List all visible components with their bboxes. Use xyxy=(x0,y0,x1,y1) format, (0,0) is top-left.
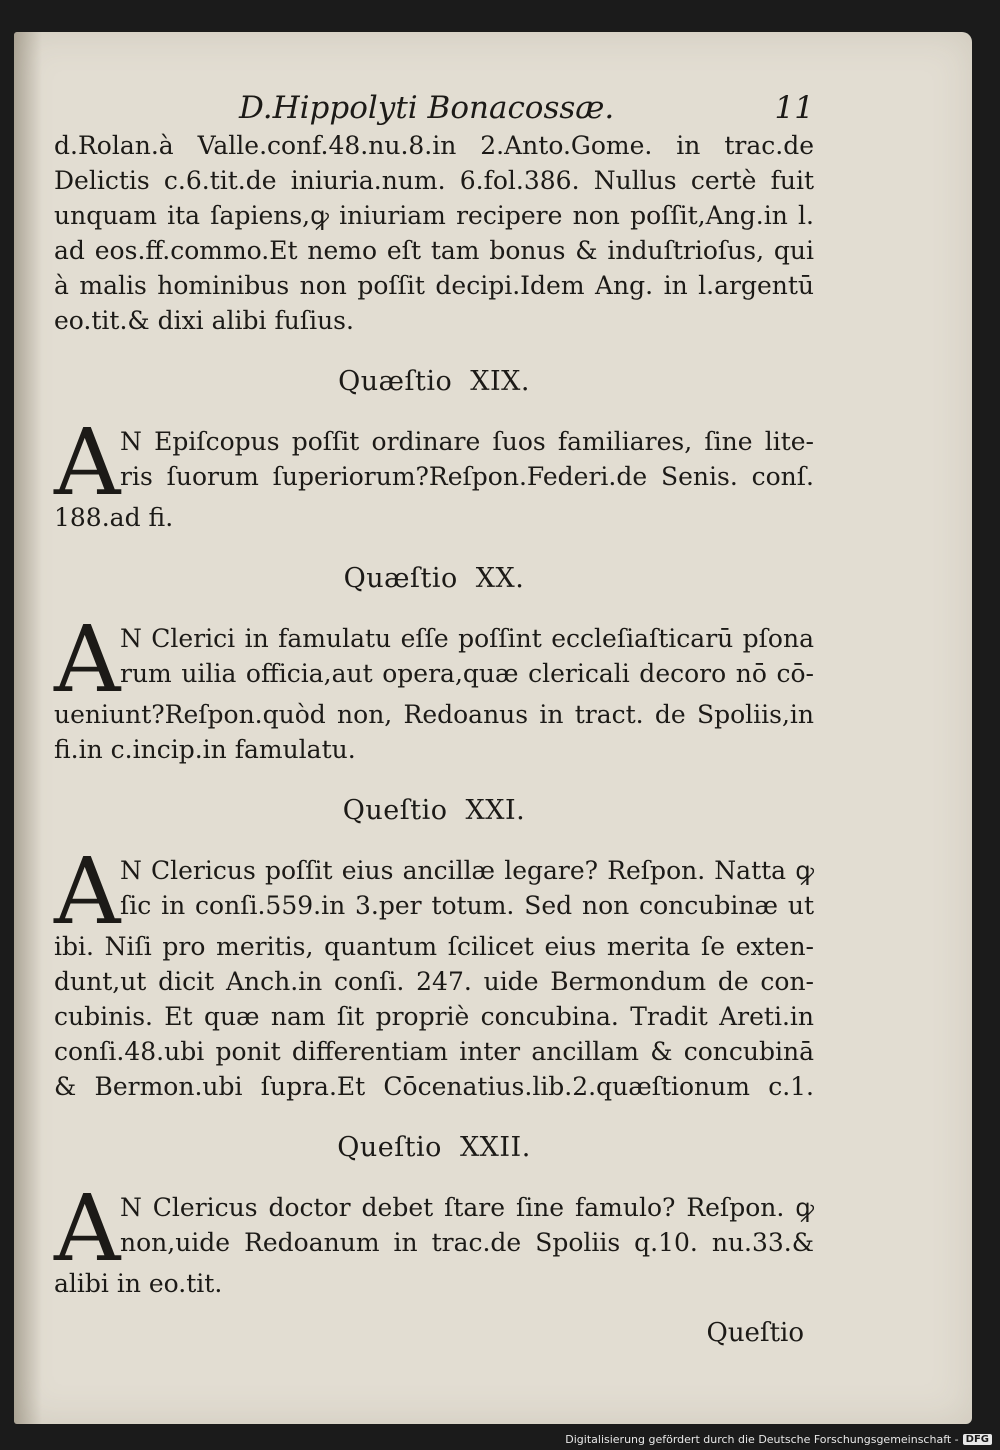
text-line: eo.tit.& dixi alibi fuſius. xyxy=(54,306,354,335)
text-line: N Epiſcopus poſſit ordinare ſuos familiares, ſine lite- xyxy=(120,427,814,456)
text-line: d.Rolan.à Valle.conf.48.nu.8.in 2.Anto.Gome. in trac.de xyxy=(54,131,814,160)
funding-credit: Digitalisierung gefördert durch die Deutsche Forschungsgemeinschaft - xyxy=(565,1433,959,1446)
text-line: N Clericus poſſit eius ancillæ legare? Reſpon. Natta ꝙ xyxy=(120,856,814,885)
question-heading xyxy=(54,561,814,597)
question-heading xyxy=(54,793,814,829)
digitization-footer xyxy=(565,1433,992,1446)
question-numeral: XIX. xyxy=(470,366,530,397)
question-label: Queſtio xyxy=(342,795,448,826)
page-number: 11 xyxy=(774,90,814,126)
text-line: N Clerici in famulatu eſſe poſſint eccleſiaſticarū pſona xyxy=(120,624,814,653)
dfg-logo: DFG xyxy=(963,1434,992,1445)
question-numeral: XX. xyxy=(475,563,525,594)
question-heading xyxy=(54,1130,814,1166)
question-paragraph xyxy=(54,1175,814,1282)
text-line: ſic in conſi.559.in 3.per totum. Sed non concubinæ ut xyxy=(120,891,814,920)
text-line: Delictis c.6.tit.de iniuria.num. 6.fol.386. Nullus certè fuit xyxy=(54,166,814,195)
text-line: fi.in c.incip.in famulatu. xyxy=(54,735,356,764)
text-line: ibi. Niſi pro meritis, quantum ſcilicet eius merita ſe exten- xyxy=(54,932,814,961)
drop-cap-initial: A xyxy=(54,409,119,516)
intro-paragraph xyxy=(54,128,814,338)
catchword: Queſtio xyxy=(706,1318,804,1348)
question-paragraph xyxy=(54,409,814,516)
question-label: Quæſtio xyxy=(343,563,458,594)
text-line: à malis hominibus non poſſit decipi.Idem Ang. in l.argentū xyxy=(54,271,814,300)
paragraph-body xyxy=(120,853,814,923)
text-line: 188.ad fi. xyxy=(54,503,174,532)
page-gutter-shadow xyxy=(14,32,42,1424)
drop-cap-initial: A xyxy=(54,838,119,945)
text-line: non,uide Redoanum in trac.de Spoliis q.10. nu.33.& xyxy=(120,1228,814,1257)
text-line: N Clericus doctor debet ſtare ſine famulo? Reſpon. ꝙ xyxy=(120,1193,814,1222)
paragraph-body xyxy=(120,621,814,691)
paragraph-body xyxy=(120,1190,814,1260)
text-line: dunt,ut dicit Anch.in conſi. 247. uide Bermondum de con- xyxy=(54,967,814,996)
text-line: conſi.48.ubi ponit differentiam inter ancillam & concubinā xyxy=(54,1037,814,1066)
text-line: alibi in eo.tit. xyxy=(54,1269,223,1298)
text-block xyxy=(54,82,814,1351)
question-numeral: XXI. xyxy=(465,795,526,826)
question-heading xyxy=(54,364,814,400)
text-line: & Bermon.ubi ſupra.Et Cōcenatius.lib.2.quæſtionum c.1. xyxy=(54,1072,814,1101)
question-label: Quæſtio xyxy=(338,366,453,397)
text-line: unquam ita ſapiens,ꝙ iniuriam recipere non poſſit,Ang.in l. xyxy=(54,201,814,230)
question-paragraph xyxy=(54,606,814,713)
running-head xyxy=(54,82,814,128)
text-line: ris ſuorum ſuperiorum?Reſpon.Federi.de Senis. conſ. xyxy=(120,462,814,491)
paragraph-body xyxy=(120,424,814,494)
text-line: ad eos.ff.commo.Et nemo eſt tam bonus & induſtrioſus, qui xyxy=(54,236,814,265)
question-label: Queſtio xyxy=(337,1132,442,1163)
question-paragraph xyxy=(54,838,814,945)
running-head-title: D.Hippolyti Bonacossæ. xyxy=(239,90,615,126)
text-line: ueniunt?Reſpon.quòd non, Redoanus in tract. de Spoliis,in xyxy=(54,700,814,729)
book-page xyxy=(14,32,972,1424)
question-numeral: XXII. xyxy=(459,1132,531,1163)
text-line: cubinis. Et quæ nam ſit propriè concubina. Tradit Areti.in xyxy=(54,1002,814,1031)
drop-cap-initial: A xyxy=(54,606,119,713)
drop-cap-initial: A xyxy=(54,1175,119,1282)
text-line: rum uilia officia,aut opera,quæ clericali decoro nō cō- xyxy=(120,659,814,688)
